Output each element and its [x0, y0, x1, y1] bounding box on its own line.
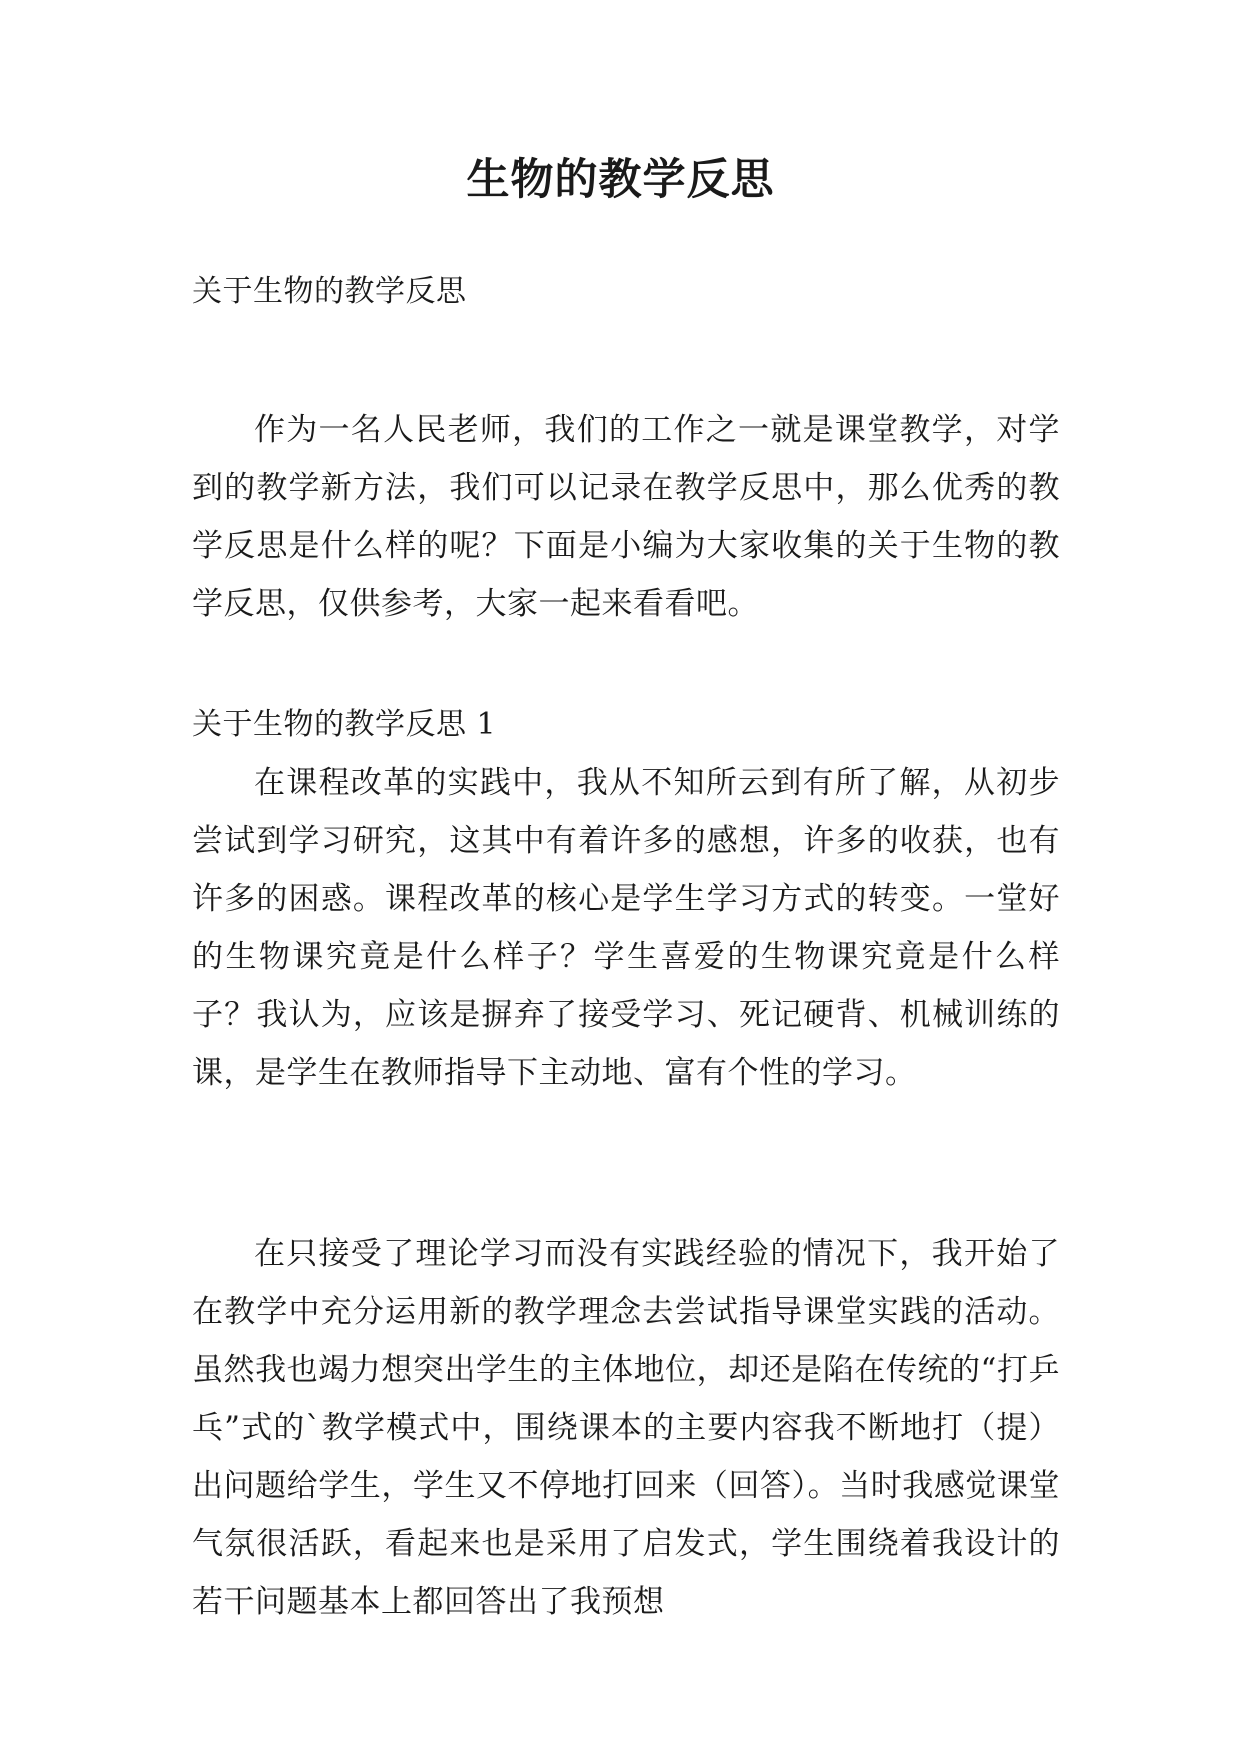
- body-paragraph-2: 在只接受了理论学习而没有实践经验的情况下，我开始了在教学中充分运用新的教学理念去尝试指导课堂实践的活动。虽然我也竭力想突出学生的主体地位，却还是陷在传统的“打乒乓”式的`教学模式中，围绕课本的主要内容我不断地打（提）出问题给学生，学生又不停地打回来（回答）。当时我感觉课堂气氛很活跃，看起来也是采用了启发式，学生围绕着我设计的若干问题基本上都回答出了我预想: [192, 1236, 1060, 1620]
- document-title: 生物的教学反思: [466, 155, 775, 205]
- section-heading: 关于生物的教学反思 1: [192, 707, 497, 742]
- body-paragraph-1: 在课程改革的实践中，我从不知所云到有所了解，从初步尝试到学习研究，这其中有着许多的感想，许多的收获，也有许多的困惑。课程改革的核心是学生学习方式的转变。一堂好的生物课究竟是什么样子？学生喜爱的生物课究竟是什么样子？我认为，应该是摒弃了接受学习、死记硬背、机械训练的课，是学生在教师指导下主动地、富有个性的学习。: [192, 765, 1060, 1091]
- document-subtitle: 关于生物的教学反思: [192, 274, 467, 309]
- intro-paragraph: 作为一名人民老师，我们的工作之一就是课堂教学，对学到的教学新方法，我们可以记录在教学反思中，那么优秀的教学反思是什么样的呢？下面是小编为大家收集的关于生物的教学反思，仅供参考，大家一起来看看吧。: [192, 412, 1060, 622]
